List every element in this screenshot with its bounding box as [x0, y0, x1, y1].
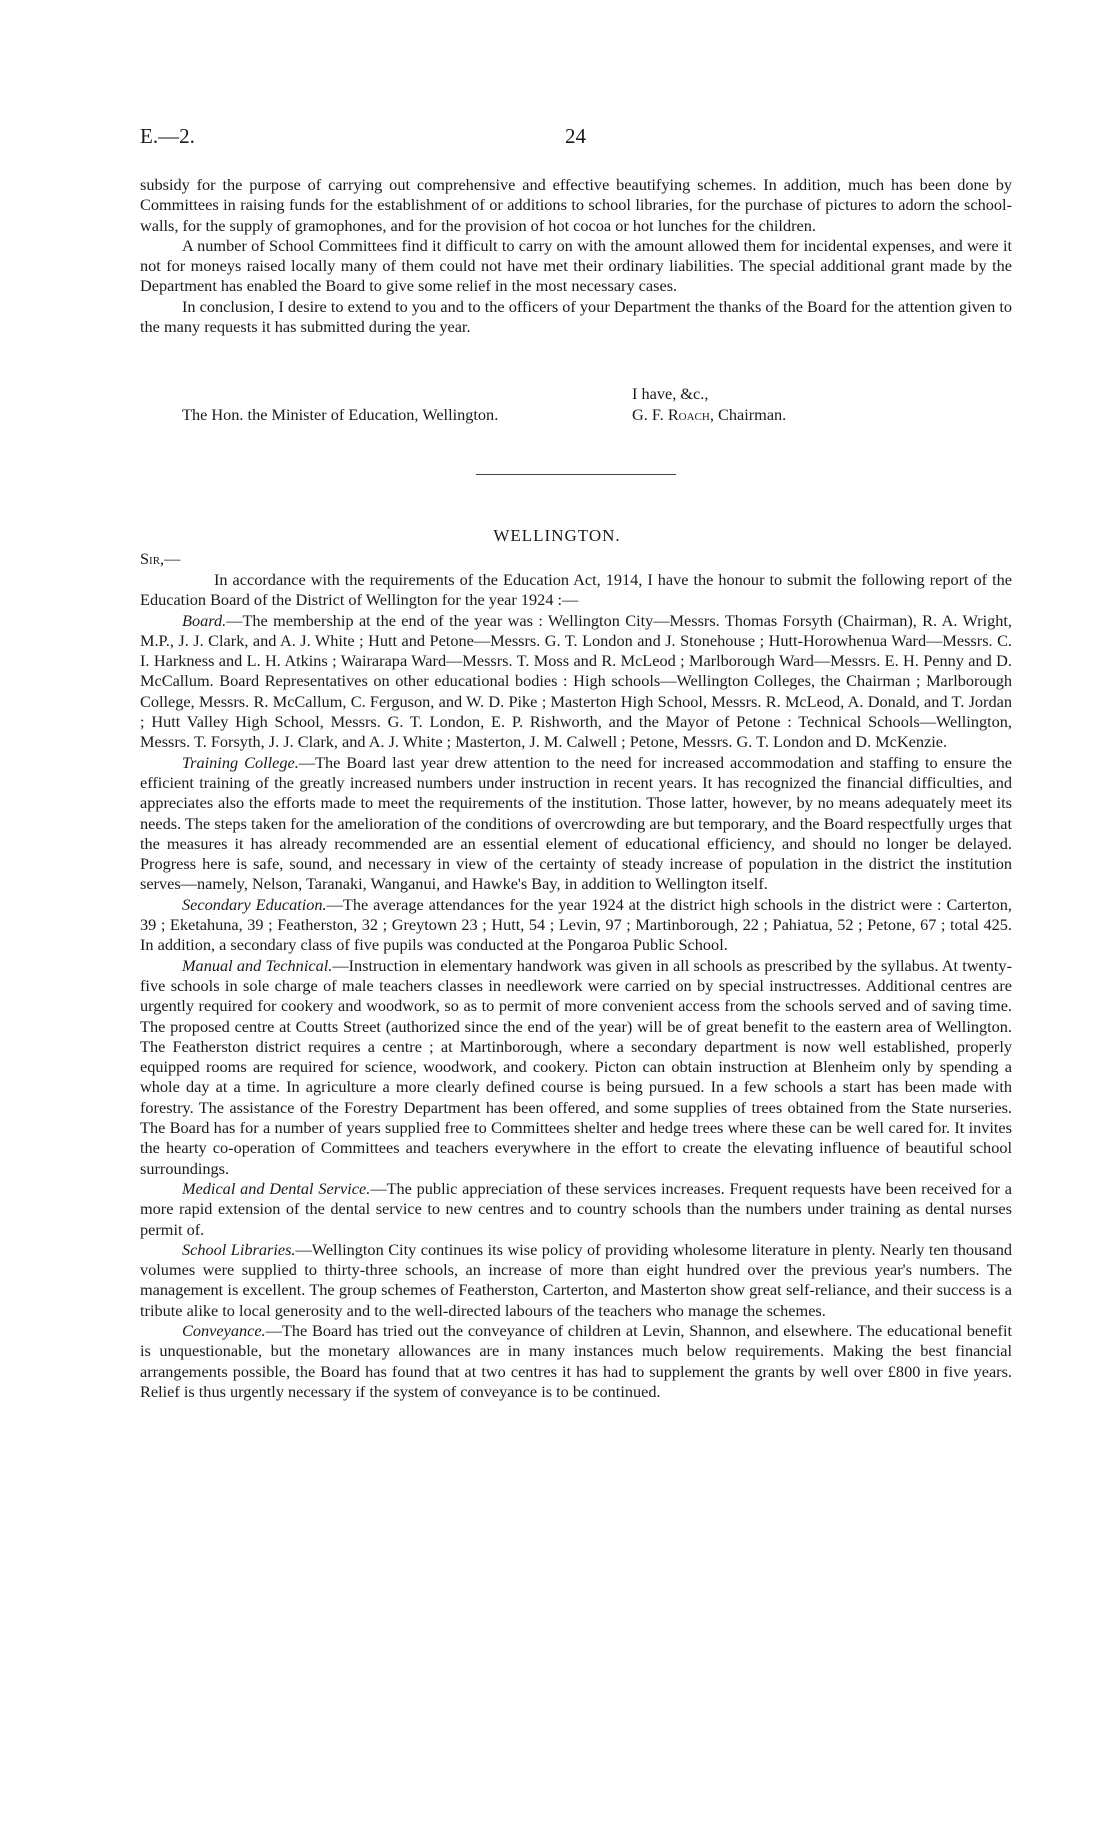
board-paragraph [140, 611, 1012, 753]
manual-technical-text: —Instruction in elementary handwork was given in all schools as prescribed by the syllabus. At twenty-five schools in sole charge of male teachers classes in needlework were carried on by special instructresses. Additional centres are urgently required for cookery and woodwork, so as to permit of more convenient access from the schools served and of saving time. The proposed centre at Coutts Street (authorized since the end of the year) will be of great benefit to the eastern area of Wellington. The Featherston district requires a centre ; at Martinborough, where a secondary department is now well established, properly equipped rooms are required for science, woodwork, and cookery. Picton can obtain instruction at Blenheim only by spending a whole day at a time. In agriculture a more clearly defined course is being pursued. In a few schools a start has been made with forestry. The assistance of the Forestry Department has been offered, and some supplies of trees obtained from the State nurseries. The Board has for a number of years supplied free to Committees shelter and hedge trees where these can be well cared for. It invites the hearty co-operation of Committees and teachers everywhere in the effort to create the elevating influence of beautiful school surroundings. [140, 955, 1012, 1178]
conveyance-paragraph [140, 1321, 1012, 1402]
intro-paragraph-1: subsidy for the purpose of carrying out comprehensive and effective beautifying schemes. In addition, much has been done by Committees in raising funds for the establishment of or additions to school libraries, for the purchase of pictures to adorn the school-walls, for the supply of gramophones, and for the provision of hot cocoa or hot lunches for the children. [140, 175, 1012, 235]
medical-dental-text: —The public appreciation of these services increases. Frequent requests have been received for a more rapid extension of the dental service to new centres and to country schools than the numbers under training as dental nurses permit of. [140, 1178, 1013, 1239]
secondary-education-text: —The average attendances for the year 1924 at the district high schools in the district were : Carterton, 39 ; Eketahuna, 39 ; Featherston, 32 ; Greytown 23 ; Hutt, 54 ; Levin, 97 ; Martinborough, 22 ; Pahiatua, 52 ; Petone, 67 ; total 425. In addition, a secondary class of five pupils was conducted at the Pongaroa Public School. [140, 894, 1013, 955]
section-divider [476, 474, 676, 475]
conveyance-label: Conveyance. [182, 1320, 266, 1340]
closing-line: I have, &c., [632, 384, 709, 403]
school-libraries-paragraph [140, 1240, 1012, 1321]
school-libraries-text: —Wellington City continues its wise policy of providing wholesome literature in plenty. Nearly ten thousand volumes were supplied to thirty-three schools, an increase of more than eight hundred over the previous year's numbers. The management is excellent. The group schemes of Featherston, Carterton, and Masterton show great self-reliance, and their success is a tribute alike to local generosity and to the well-directed labours of the teachers who manage the schemes. [140, 1239, 1012, 1320]
intro-continuation [140, 175, 1012, 337]
signatory [632, 405, 786, 425]
medical-dental-label: Medical and Dental Service. [182, 1178, 371, 1198]
document-reference: E.—2. [140, 124, 195, 148]
secondary-education-paragraph [140, 895, 1012, 956]
training-college-label: Training College. [182, 752, 299, 772]
medical-dental-paragraph [140, 1179, 1012, 1240]
salutation: Sir,— [140, 549, 181, 568]
board-label: Board. [182, 610, 227, 630]
page-header [140, 124, 1010, 154]
manual-technical-paragraph [140, 956, 1012, 1179]
signatory-title: , Chairman. [709, 405, 787, 424]
report-opening: In accordance with the requirements of the Education Act, 1914, I have the honour to submit the following report of the Education Board of the District of Wellington for the year 1924 :— [140, 570, 1012, 610]
signature-line [0, 405, 1114, 427]
secondary-education-label: Secondary Education. [182, 894, 327, 914]
wellington-report [140, 570, 1012, 1402]
signatory-initials: G. F. [632, 405, 664, 424]
training-college-paragraph [140, 753, 1012, 895]
training-college-text: —The Board last year drew attention to the need for increased accommodation and staffing to ensure the efficient training of the greatly increased numbers under instruction in recent years. It has recognized the financial difficulties, and appreciates also the efforts made to meet the requirements of the institution. Those latter, however, by no means adequately meet its needs. The steps taken for the amelioration of the conditions of overcrowding are but temporary, and the Board respectfully urges that the measures it has already recommended are an essential element of educational efficiency, and should no longer be delayed. Progress here is safe, sound, and necessary in view of the certainty of steady increase of population in the district the institution serves—namely, Nelson, Taranaki, Wanganui, and Hawke's Bay, in addition to Wellington itself. [140, 752, 1012, 894]
school-libraries-label: School Libraries. [182, 1239, 296, 1259]
addressee: The Hon. the Minister of Education, Wellington. [182, 405, 499, 424]
conveyance-text: —The Board has tried out the conveyance of children at Levin, Shannon, and elsewhere. The educational benefit is unquestionable, but the monetary allowances are in many instances much below requirements. Making the best financial arrangements possible, the Board has found that at two centres it has had to supplement the grants by well over £800 in five years. Relief is thus urgently necessary if the system of conveyance is to be continued. [140, 1320, 1012, 1401]
intro-paragraph-2: A number of School Committees find it difficult to carry on with the amount allowed them for incidental expenses, and were it not for moneys raised locally many of them could not have met their ordinary liabilities. The special additional grant made by the Department has enabled the Board to give some relief in the most necessary cases. [140, 235, 1012, 296]
board-text: —The membership at the end of the year was : Wellington City—Messrs. Thomas Forsyth (Chairman), R. A. Wright, M.P., J. J. Clark, and A. J. White ; Hutt and Petone—Messrs. G. T. London and J. Stonehouse ; Hutt-Horowhenua Ward—Messrs. C. I. Harkness and L. H. Atkins ; Wairarapa Ward—Messrs. T. Moss and R. McLeod ; Marlborough Ward—Messrs. E. H. Penny and D. McCallum. Board Representatives on other educational bodies : High schools—Wellington Colleges, the Chairman ; Marlborough College, Messrs. R. McCallum, C. Ferguson, and W. D. Pike ; Masterton High School, Messrs. R. McLeod, A. Donald, and T. Jordan ; Hutt Valley High School, Messrs. G. T. London, E. P. Rishworth, and the Mayor of Petone : Technical Schools—Wellington, Messrs. T. Forsyth, J. J. Clark, and A. J. White ; Masterton, J. M. Calwell ; Petone, Messrs. G. T. London and D. McKenzie. [140, 610, 1012, 752]
signatory-surname: Roach [667, 405, 710, 424]
manual-technical-label: Manual and Technical. [182, 955, 333, 975]
intro-paragraph-3: In conclusion, I desire to extend to you and to the officers of your Department the thanks of the Board for the attention given to the many requests it has submitted during the year. [140, 296, 1012, 337]
section-heading: WELLINGTON. [493, 526, 621, 545]
page-number: 24 [565, 124, 586, 148]
